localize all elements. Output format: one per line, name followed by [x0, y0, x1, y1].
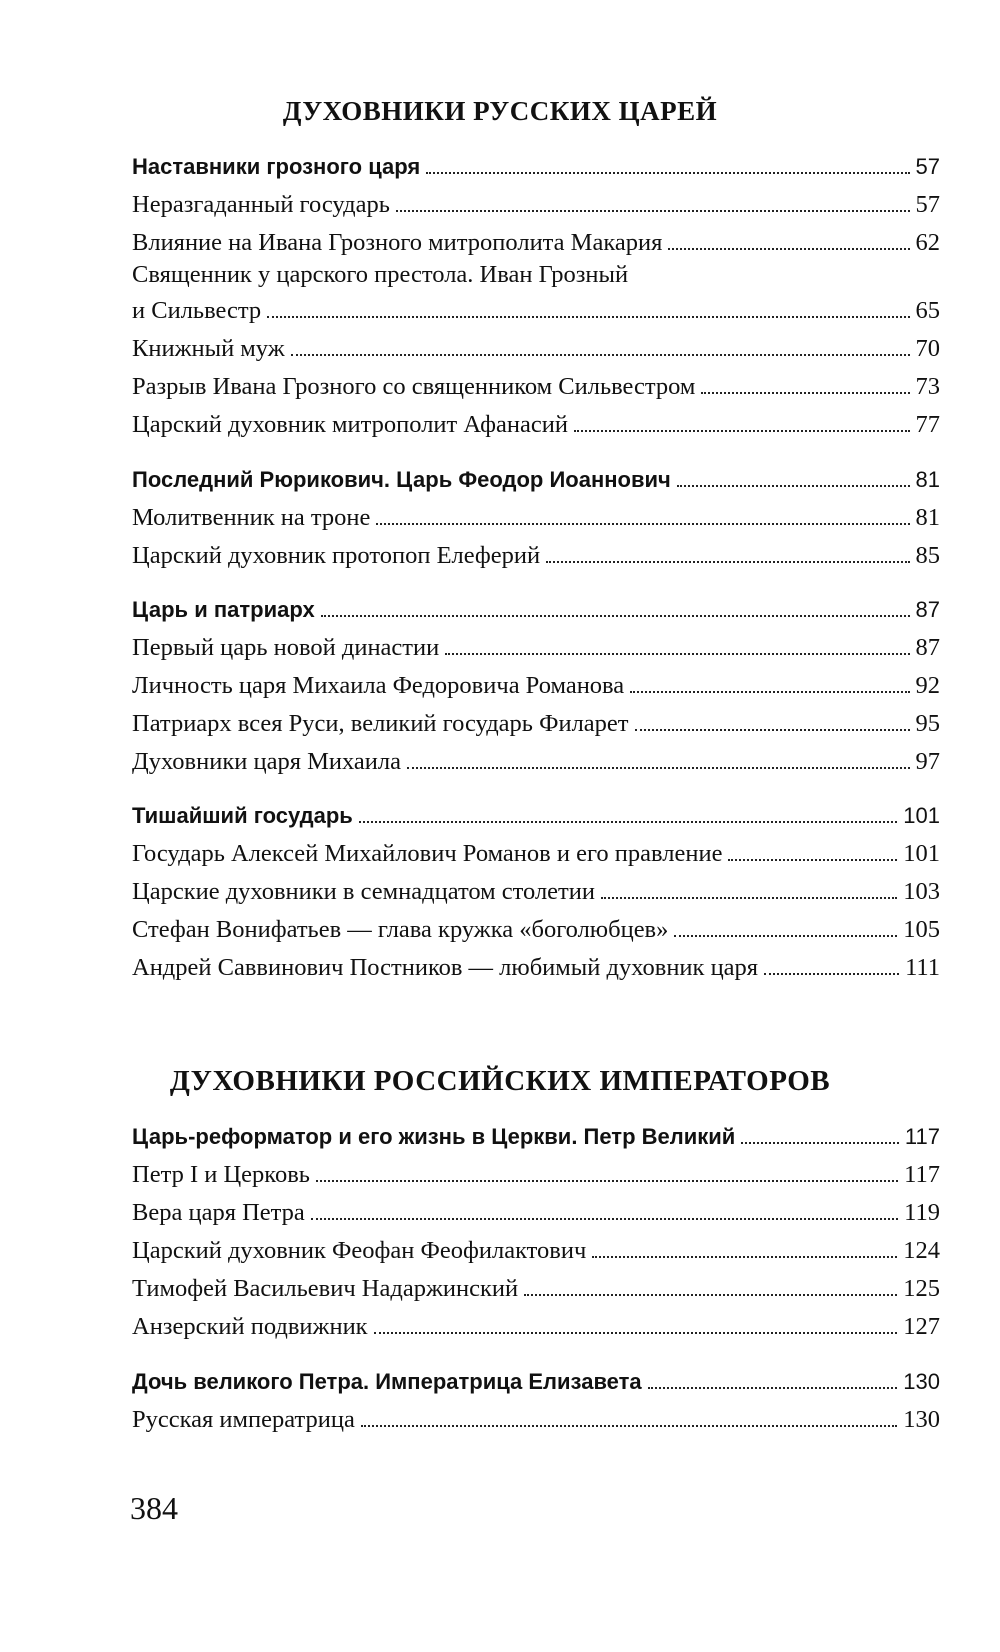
toc-entry — [132, 334, 940, 364]
dot-leader — [668, 248, 909, 250]
toc-entry-label: Личность царя Михаила Федоровича Романова — [132, 672, 625, 699]
toc-entry — [132, 1312, 940, 1342]
toc-entry-label: Наставники грозного царя — [132, 154, 421, 179]
toc-page-number: 103 — [903, 878, 940, 905]
toc-entry — [132, 747, 940, 777]
toc-entry-label: Молитвенник на троне — [132, 504, 371, 531]
toc-entry — [132, 1274, 940, 1304]
toc-entry — [132, 190, 940, 220]
dot-leader — [648, 1387, 898, 1389]
dot-leader — [361, 1425, 897, 1427]
toc-page-number: 101 — [903, 803, 940, 828]
toc-page-number: 124 — [903, 1237, 940, 1264]
toc-entry-label: Царский духовник протопоп Елеферий — [132, 542, 541, 569]
dot-leader — [546, 561, 909, 563]
dot-leader — [426, 172, 909, 174]
dot-leader — [701, 392, 909, 394]
dot-leader — [359, 821, 897, 823]
dot-leader — [592, 1256, 897, 1258]
dot-leader — [524, 1294, 897, 1296]
toc-chapter — [132, 152, 940, 182]
toc-entry — [132, 541, 940, 571]
toc-page-number: 62 — [915, 229, 940, 256]
toc-entry-label: Первый царь новой династии — [132, 634, 440, 661]
toc-page-number: 117 — [904, 1161, 940, 1188]
toc-page-number: 70 — [915, 335, 940, 362]
toc-entry — [132, 1236, 940, 1266]
toc-entry — [132, 709, 940, 739]
toc-entry-label: Тимофей Васильевич Надаржинский — [132, 1275, 519, 1302]
toc-entry — [132, 915, 940, 945]
toc-entry — [132, 296, 940, 326]
toc-entry — [132, 228, 940, 258]
toc-entry-label: Вера царя Петра — [132, 1199, 305, 1226]
toc-page-number: 125 — [903, 1275, 940, 1302]
toc-entry — [132, 1405, 940, 1435]
dot-leader — [741, 1142, 899, 1144]
dot-leader — [728, 859, 897, 861]
dot-leader — [376, 523, 909, 525]
toc-entry-label: Патриарх всея Руси, великий государь Филарет — [132, 710, 629, 737]
toc-entry-label: Разрыв Ивана Грозного со священником Сильвестром — [132, 373, 696, 400]
toc-page-number: 57 — [915, 154, 940, 179]
toc-entry-first-line: Священник у царского престола. Иван Грозный — [132, 261, 629, 288]
dot-leader — [316, 1180, 898, 1182]
toc-entry-label: Анзерский подвижник — [132, 1313, 368, 1340]
toc-entry-label: Царь и патриарх — [132, 597, 315, 622]
dot-leader — [764, 973, 899, 975]
dot-leader — [267, 316, 909, 318]
toc-page-number: 95 — [915, 710, 940, 737]
toc-page-number: 117 — [904, 1124, 940, 1149]
toc-page-number: 65 — [915, 297, 940, 324]
toc-page-number: 119 — [904, 1199, 940, 1226]
section-title: ДУХОВНИКИ РУССКИХ ЦАРЕЙ — [282, 96, 718, 126]
toc-entry-label: Тишайший государь — [132, 803, 353, 828]
toc-chapter — [132, 595, 940, 625]
toc-page-number: 127 — [903, 1313, 940, 1340]
toc-entry — [132, 839, 940, 869]
toc-entry — [132, 503, 940, 533]
dot-leader — [321, 615, 910, 617]
toc-entry-label: Влияние на Ивана Грозного митрополита Макария — [132, 229, 663, 256]
toc-entry-label: Царские духовники в семнадцатом столетии — [132, 878, 595, 905]
toc-entry — [132, 671, 940, 701]
toc-page-number: 101 — [903, 840, 940, 867]
toc-page-number: 130 — [903, 1369, 940, 1394]
toc-page-number: 111 — [905, 954, 940, 981]
toc-entry — [132, 372, 940, 402]
toc-entry — [132, 953, 940, 983]
toc-page-number: 81 — [915, 504, 940, 531]
dot-leader — [311, 1218, 898, 1220]
toc-chapter — [132, 801, 940, 831]
toc-entry-label: Книжный муж — [132, 335, 285, 362]
toc-entry-label: Русская императрица — [132, 1406, 355, 1433]
toc-entry-label: Стефан Вонифатьев — глава кружка «боголюбцев» — [132, 916, 669, 943]
dot-leader — [601, 897, 897, 899]
toc-page-number: 87 — [915, 597, 940, 622]
page-number: 384 — [130, 1490, 178, 1526]
toc-page-number: 85 — [915, 542, 940, 569]
dot-leader — [677, 485, 910, 487]
toc-entry-label: Последний Рюрикович. Царь Феодор Иоаннович — [132, 467, 671, 492]
toc-entry-label: Неразгаданный государь — [132, 191, 390, 218]
toc-entry-label: Духовники царя Михаила — [132, 748, 401, 775]
dot-leader — [574, 430, 910, 432]
toc-page-number: 81 — [915, 467, 940, 492]
toc-entry-label: Дочь великого Петра. Императрица Елизавета — [132, 1369, 642, 1394]
toc-page-number: 73 — [915, 373, 940, 400]
dot-leader — [374, 1332, 898, 1334]
toc-entry-label: Андрей Саввинович Постников — любимый духовник царя — [132, 954, 759, 981]
dot-leader — [630, 691, 909, 693]
toc-entry-label: Царь-реформатор и его жизнь в Церкви. Петр Великий — [132, 1124, 736, 1149]
toc-entry — [132, 410, 940, 440]
toc-page-number: 77 — [915, 411, 940, 438]
toc-chapter — [132, 1367, 940, 1397]
dot-leader — [445, 653, 909, 655]
toc-entry-label: Государь Алексей Михайлович Романов и его правление — [132, 840, 723, 867]
toc-entry-label: Царский духовник митрополит Афанасий — [132, 411, 568, 438]
section-title: ДУХОВНИКИ РОССИЙСКИХ ИМПЕРАТОРОВ — [169, 1065, 831, 1097]
toc-page-number: 87 — [915, 634, 940, 661]
dot-leader — [407, 767, 910, 769]
toc-entry — [132, 1160, 940, 1190]
dot-leader — [396, 210, 910, 212]
toc-page-number: 105 — [903, 916, 940, 943]
toc-entry — [132, 633, 940, 663]
toc-page-number: 130 — [903, 1406, 940, 1433]
dot-leader — [674, 935, 897, 937]
toc-page-number: 92 — [915, 672, 940, 699]
toc-page-number: 97 — [915, 748, 940, 775]
dot-leader — [635, 729, 910, 731]
toc-chapter — [132, 465, 940, 495]
toc-chapter — [132, 1122, 940, 1152]
toc-entry — [132, 1198, 940, 1228]
toc-entry-label: Царский духовник Феофан Феофилактович — [132, 1237, 587, 1264]
toc-page-number: 57 — [915, 191, 940, 218]
toc-entry-label: и Сильвестр — [132, 297, 262, 324]
dot-leader — [291, 354, 910, 356]
toc-entry — [132, 877, 940, 907]
toc-entry-label: Петр I и Церковь — [132, 1161, 310, 1188]
